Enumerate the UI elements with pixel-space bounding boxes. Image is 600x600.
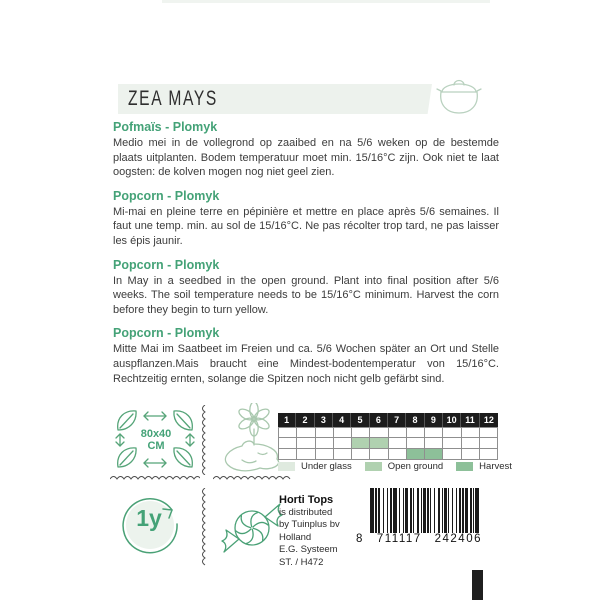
calendar-cell <box>462 438 480 449</box>
leaf-icon <box>118 411 136 430</box>
legend-label: Open ground <box>387 461 444 472</box>
calendar-cell <box>334 449 352 460</box>
distributor-name: Horti Tops <box>279 494 334 506</box>
calendar-month-header <box>278 413 498 427</box>
calendar-month-cell: 9 <box>425 413 443 427</box>
calendar-cell <box>352 427 370 438</box>
legend-label: Under glass <box>301 461 352 472</box>
divider <box>110 474 200 481</box>
calendar-grid <box>278 427 498 460</box>
section-german <box>113 326 499 386</box>
calendar-row <box>279 449 498 460</box>
calendar-cell <box>407 427 425 438</box>
section-heading: Popcorn - Plomyk <box>113 188 220 203</box>
spacing-unit: CM <box>147 440 165 452</box>
section-body: In May in a seedbed in the open ground. Plant into final position after 5/6 weeks. The soil temperature needs to be 15/16°C minimum. Harvest the corn before they begin to turn yellow. <box>113 274 499 316</box>
calendar-cell <box>443 427 461 438</box>
calendar-cell <box>316 427 334 438</box>
calendar-cell <box>389 427 407 438</box>
print-registration-mark <box>472 570 483 600</box>
candy-icon <box>212 492 288 566</box>
calendar-cell <box>370 427 388 438</box>
calendar-month-cell: 3 <box>315 413 333 427</box>
calendar-cell <box>480 438 498 449</box>
horizontal-arrow-icon <box>144 412 166 420</box>
divider <box>213 474 291 481</box>
distributor-line: by Tuinplus bv <box>279 519 340 531</box>
barcode-digit-group: 8 <box>356 533 364 545</box>
calendar-row <box>279 438 498 449</box>
calendar-month-cell: 8 <box>406 413 424 427</box>
calendar-cell <box>334 427 352 438</box>
vertical-arrow-icon <box>116 434 124 446</box>
calendar-cell <box>279 449 297 460</box>
legend-item <box>278 461 352 472</box>
calendar-cell <box>443 438 461 449</box>
divider <box>200 405 207 475</box>
vertical-arrow-icon <box>186 434 194 446</box>
divider <box>200 488 207 566</box>
calendar-cell <box>334 438 352 449</box>
calendar-cell <box>297 449 315 460</box>
barcode-digits <box>356 533 482 545</box>
calendar-cell <box>425 449 443 460</box>
calendar-month-cell: 5 <box>351 413 369 427</box>
calendar-cell <box>352 438 370 449</box>
horizontal-arrow-icon <box>144 459 166 467</box>
calendar-cell <box>407 449 425 460</box>
calendar-cell <box>480 427 498 438</box>
distributor-line: Holland <box>279 531 312 543</box>
calendar-cell <box>425 427 443 438</box>
section-english <box>113 258 499 318</box>
legend-label: Harvest <box>479 461 512 472</box>
legend-swatch <box>365 462 382 471</box>
calendar-cell <box>407 438 425 449</box>
section-heading: Pofmaïs - Plomyk <box>113 120 218 134</box>
calendar-cell <box>425 438 443 449</box>
leaf-icon <box>118 448 136 467</box>
legend-item <box>456 461 512 472</box>
calendar-month-cell: 10 <box>443 413 461 427</box>
calendar-cell <box>279 427 297 438</box>
packet-title: ZEA MAYS <box>128 87 218 111</box>
calendar-cell <box>370 449 388 460</box>
spacing-value: 80x40 <box>140 428 172 440</box>
calendar-cell <box>462 427 480 438</box>
calendar-month-cell: 2 <box>296 413 314 427</box>
legend-swatch <box>456 462 473 471</box>
cooking-pot-icon <box>434 78 484 118</box>
distributor-line: is distributed <box>279 507 333 518</box>
calendar-month-cell: 4 <box>333 413 351 427</box>
calendar-cell <box>316 438 334 449</box>
calendar-cell <box>389 449 407 460</box>
section-heading: Popcorn - Plomyk <box>113 326 220 341</box>
calendar-legend <box>278 461 512 472</box>
section-body: Medio mei in de vollegrond op zaaibed en na 5/6 weken op de bestemde plaats uitplanten. Bodem temperatuur moet min. 15/16°C zijn. Ook niet te laat oogsten: de kolven mogen nog niet geel zien. <box>113 137 499 179</box>
calendar-cell <box>297 427 315 438</box>
distributor-line: E.G. Systeem <box>279 544 338 556</box>
leaf-icon <box>174 411 192 430</box>
legend-swatch <box>278 462 295 471</box>
section-body: Mitte Mai im Saatbeet im Freien und ca. 5/6 Wochen später an Ort und Stelle auspflanzen.Mais braucht eine Mindest-bodentemperatur von 15/16°C. Rechtzeitig ernten, solange die Spitzen noch nicht gelb gefärbt sind. <box>113 343 499 385</box>
sowing-calendar <box>278 413 498 460</box>
barcode-digit-group: 711117 <box>376 533 422 545</box>
section-dutch <box>113 120 499 180</box>
calendar-cell <box>352 449 370 460</box>
packet-top-edge <box>162 0 490 3</box>
calendar-cell <box>370 438 388 449</box>
calendar-cell <box>443 449 461 460</box>
calendar-cell <box>297 438 315 449</box>
calendar-month-cell: 12 <box>483 415 494 425</box>
section-heading: Popcorn - Plomyk <box>113 257 220 272</box>
section-french <box>113 189 499 249</box>
leaf-icon <box>174 448 192 467</box>
calendar-cell <box>480 449 498 460</box>
calendar-month-cell: 11 <box>461 413 479 427</box>
calendar-month-cell: 6 <box>370 413 388 427</box>
calendar-row <box>279 427 498 438</box>
calendar-month-cell: 7 <box>388 413 406 427</box>
legend-item <box>365 461 443 472</box>
calendar-cell <box>316 449 334 460</box>
viability-label: 1y <box>136 505 162 531</box>
calendar-cell <box>462 449 480 460</box>
section-body: Mi-mai en pleine terre en pépinière et mettre en place après 5/6 semaines. Il faut une temp. min. au sol de 15/16°C. Ne pas récolter trop tard, ne pas laisser les épis jaunir. <box>113 205 499 247</box>
instruction-sections <box>113 120 499 395</box>
barcode-bars <box>370 488 480 533</box>
calendar-month-cell: 1 <box>278 413 296 427</box>
distributor-line: ST. / H472 <box>279 556 324 568</box>
barcode <box>356 488 482 548</box>
calendar-cell <box>279 438 297 449</box>
barcode-digit-group: 242406 <box>434 533 482 545</box>
calendar-cell <box>389 438 407 449</box>
